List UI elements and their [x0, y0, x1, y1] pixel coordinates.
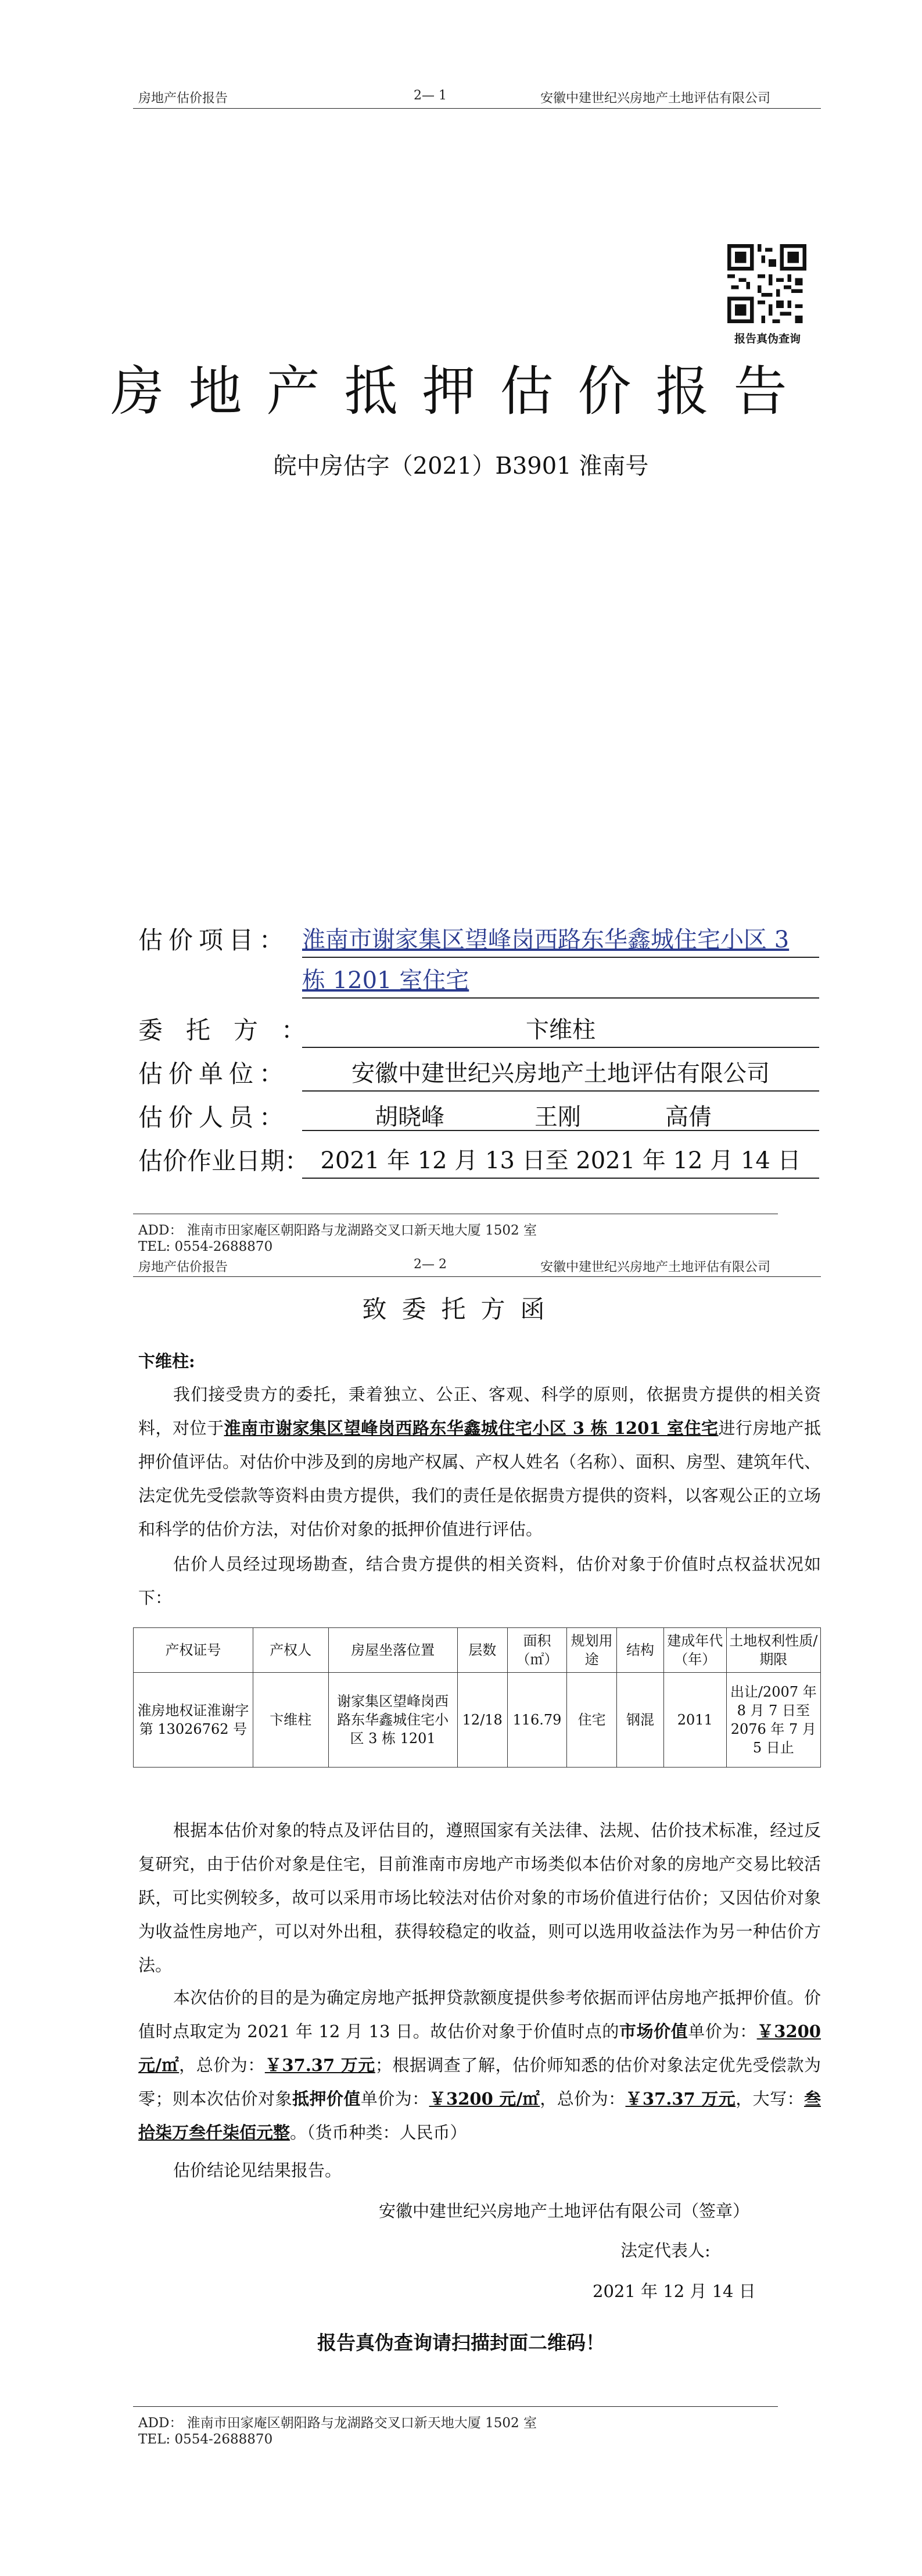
sign-legal-rep: 法定代表人:: [620, 2241, 711, 2260]
staff-name-3: 高倩: [665, 1104, 712, 1130]
market-total-price: ￥37.37 万元: [264, 2055, 375, 2075]
staff-label: 估价人员：: [138, 1103, 290, 1132]
paragraph-3: 根据本估价对象的特点及评估目的，遵照国家有关法律、法规、估价技术标准，经过反复研究，由于估价对象是住宅，目前淮南市房地产市场类似本估价对象的房地产交易比较活跃，可比实例较多，故可以采用市场比较法对估价对象的市场价值进行估价；又因估价对象为收益性房地产，可以对外出租，获得较稳定的收益，则可以选用收益法作为另一种估价方法。: [138, 1820, 821, 1975]
client-label: 委托方：: [138, 1016, 329, 1044]
para4-market-value: 市场价值: [619, 2022, 688, 2041]
salutation: 卞维柱:: [138, 1351, 195, 1371]
para1-text-a: 我们接受贵方的委托，秉着独立、公正、客观、科学的原则，依据贵方提供的相关资料，对位于: [138, 1384, 821, 1438]
table-header-cell: 规划用途: [567, 1628, 617, 1673]
table-header-cell: 土地权利性质/期限: [726, 1628, 820, 1673]
project-label: 估价项目：: [138, 926, 290, 954]
date-label: 估价作业日期：: [138, 1147, 310, 1175]
org-value: 安徽中建世纪兴房地产土地评估有限公司: [302, 1055, 819, 1092]
mortgage-total-price: ￥37.37 万元: [625, 2089, 736, 2109]
paragraph-4: [138, 1981, 821, 2149]
table-cell: 2011: [663, 1673, 726, 1768]
para4-text-d: ，总价为：: [179, 2055, 265, 2075]
org-label: 估价单位：: [138, 1060, 290, 1088]
table-cell: 卞维柱: [253, 1673, 328, 1768]
client-value: 卞维柱: [302, 1011, 819, 1048]
sign-date: 2021 年 12 月 14 日: [593, 2281, 756, 2301]
footer-address-2: ADD： 淮南市田家庵区朝阳路与龙湖路交叉口新天地大厦 1502 室: [138, 2416, 537, 2431]
para4-mortgage-value: 抵押价值: [292, 2089, 361, 2109]
staff-name-2: 王刚: [534, 1104, 581, 1130]
header-right-2: 安徽中建世纪兴房地产土地评估有限公司: [540, 1260, 771, 1275]
table-cell: 谢家集区望峰岗西路东华鑫城住宅小区 3 栋 1201: [328, 1673, 457, 1768]
para4-text-c: 单价为：: [688, 2022, 757, 2041]
total-price-in-words: 叁拾柒万叁仟柒佰元整: [138, 2089, 821, 2142]
property-rights-table: [133, 1627, 821, 1768]
table-header-cell: 建成年代（年）: [663, 1628, 726, 1673]
footer-tel: TEL: 0554-2688870: [138, 1239, 273, 1254]
header-left-2: 房地产估价报告: [138, 1260, 228, 1275]
para4-text-a: 本次估价的目的是为确定房地产抵押贷款额度提供参考依据而评估房地产抵押价值。价值时点取定为 2021 年 12 月 13 日。故估价对象于价值时点的: [138, 1988, 821, 2041]
project-value-line2[interactable]: 栋 1201 室住宅: [302, 962, 819, 999]
project-value-line1[interactable]: 淮南市谢家集区望峰岗西路东华鑫城住宅小区 3: [302, 921, 819, 958]
table-row: [134, 1673, 821, 1768]
mortgage-unit-price: ￥3200 元/㎡: [429, 2089, 540, 2109]
paragraph-5: 估价结论见结果报告。: [173, 2160, 342, 2180]
letter-title: 致委托方函: [362, 1295, 560, 1323]
table-cell: 12/18: [457, 1673, 507, 1768]
header-page-number-2: 2— 2: [414, 1257, 447, 1272]
para1-text-c: 进行房地产抵押价值评估。对估价中涉及到的房地产权属、产权人姓名（名称）、面积、房型、建筑年代、法定优先受偿款等资料由贵方提供，我们的责任是依据贵方提供的资料，以客观公正的立场和科学的估价方法，对估价对象的抵押价值进行评估。: [138, 1418, 821, 1539]
staff-line: [302, 1099, 819, 1131]
sign-company: 安徽中建世纪兴房地产土地评估有限公司（签章）: [379, 2201, 750, 2221]
table-header-cell: 结构: [617, 1628, 664, 1673]
para4-text-h: ，总价为：: [540, 2089, 626, 2109]
date-value: 2021 年 12 月 13 日至 2021 年 12 月 14 日: [302, 1142, 819, 1179]
table-header-row: [134, 1628, 821, 1673]
report-title: 房地产抵押估价报告: [110, 360, 812, 423]
para4-text-j: 。（货币种类：人民币）: [290, 2123, 467, 2142]
paragraph-1: [138, 1378, 821, 1546]
header-rule: [133, 108, 821, 109]
market-unit-price: ￥3200 元/㎡: [138, 2022, 821, 2075]
table-cell: 钢混: [617, 1673, 664, 1768]
table-header-cell: 层数: [457, 1628, 507, 1673]
header-rule-2: [133, 1276, 821, 1277]
table-cell: 出让/2007 年 8 月 7 日至 2076 年 7 月 5 日止: [726, 1673, 820, 1768]
header-left: 房地产估价报告: [138, 91, 228, 106]
footer-address: ADD： 淮南市田家庵区朝阳路与龙湖路交叉口新天地大厦 1502 室: [138, 1223, 537, 1238]
table-header-cell: 面积（㎡）: [507, 1628, 566, 1673]
report-number: 皖中房估字（2021）B3901 淮南号: [273, 453, 649, 480]
footer-tel-2: TEL: 0554-2688870: [138, 2432, 273, 2447]
authenticity-notice: 报告真伪查询请扫描封面二维码！: [317, 2331, 605, 2354]
table-header-cell: 房屋坐落位置: [328, 1628, 457, 1673]
table-cell: 住宅: [567, 1673, 617, 1768]
qr-code-icon[interactable]: [727, 244, 806, 323]
footer-rule-2: [133, 2406, 778, 2407]
header-right: 安徽中建世纪兴房地产土地评估有限公司: [540, 91, 771, 106]
table-cell: 116.79: [507, 1673, 566, 1768]
paragraph-2: 估价人员经过现场勘查，结合贵方提供的相关资料，估价对象于价值时点权益状况如下：: [138, 1554, 821, 1608]
para4-text-i: ，大写：: [736, 2089, 804, 2109]
staff-name-1: 胡晓峰: [375, 1104, 444, 1130]
para4-text-g: 单价为：: [360, 2089, 429, 2109]
header-page-number: 2— 1: [414, 88, 447, 103]
qr-caption: 报告真伪查询: [734, 332, 801, 345]
table-header-cell: 产权人: [253, 1628, 328, 1673]
para4-text-e: ；根据调查了解，估价师知悉的估价对象法定优先受偿款为零；则本次估价对象: [138, 2055, 821, 2109]
para1-property-address: 淮南市谢家集区望峰岗西路东华鑫城住宅小区 3 栋 1201 室住宅: [224, 1418, 719, 1438]
table-header-cell: 产权证号: [134, 1628, 253, 1673]
table-cell: 淮房地权证淮谢字第 13026762 号: [134, 1673, 253, 1768]
